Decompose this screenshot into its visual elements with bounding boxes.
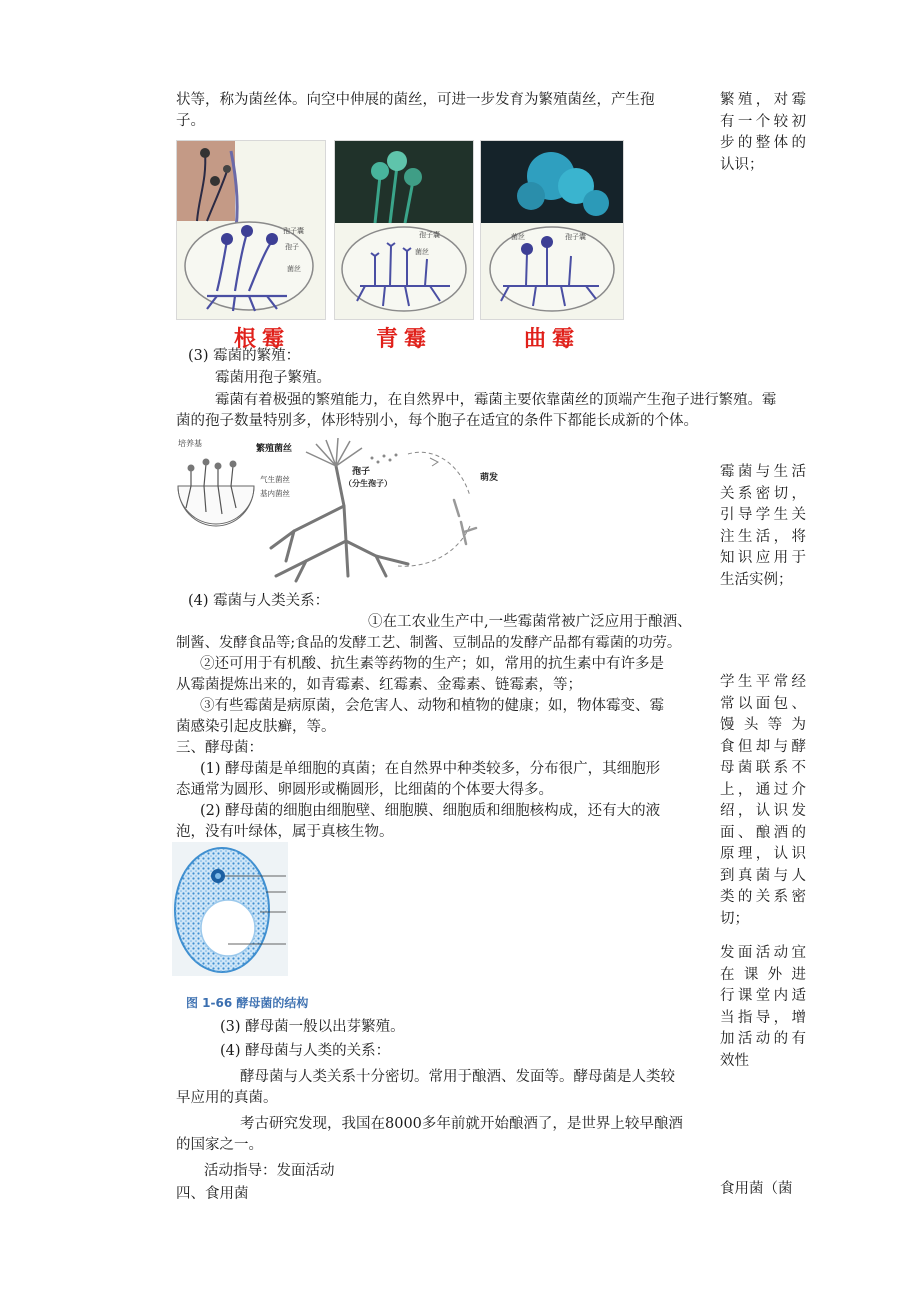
yeast-cell-figure [172,842,288,976]
text-line: ①在工农业生产中,一些霉菌常被广泛应用于酿酒、 [368,614,692,630]
side-note-2 [720,462,806,591]
text-line: 霉菌用孢子繁殖。 [215,370,331,386]
side-note-line: 生活实例； [720,571,793,588]
side-note-line: 上，通过介 [720,781,806,798]
text-line: (2) 酵母菌的细胞由细胞壁、细胞膜、细胞质和细胞核构成，还有大的液 [200,803,661,819]
text-line: 状等，称为菌丝体。向空中伸展的菌丝，可进一步发育为繁殖菌丝，产生孢 [176,92,655,108]
diagram-label: 繁殖菌丝 [256,444,293,454]
aspergillus-label: 曲霉 [524,327,581,352]
side-note-line: 引导学生关 [720,507,806,523]
diagram-label: 萌发 [480,473,499,483]
side-note-line: 效性 [720,1052,749,1069]
diagram-label: 培养基 [178,439,202,448]
text-line: 活动指导：发面活动 [204,1163,335,1179]
side-note-line: 繁殖，对霉 [720,92,806,108]
text-line: 酵母菌与人类关系十分密切。常用于酿酒、发面等。酵母菌是人类较 [240,1069,675,1085]
diagram-label: 基内菌丝 [260,489,290,498]
diagram-label: 气生菌丝 [260,475,290,484]
side-note-1 [720,90,806,176]
text-line: ②还可用于有机酸、抗生素等药物的生产；如，常用的抗生素中有许多是 [200,656,664,672]
side-note-line: 知识应用于 [720,550,806,566]
text-line: (3) 酵母菌一般以出芽繁殖。 [220,1019,405,1035]
diagram-label: （分生孢子） [344,479,392,488]
text-line: 子。 [176,113,205,129]
text-line: 霉菌有着极强的繁殖能力，在自然界中，霉菌主要依靠菌丝的顶端产生孢子进行繁殖。霉 [215,392,777,408]
side-note-line: 加活动的有 [720,1031,806,1047]
side-note-line: 切； [720,910,749,927]
side-note-line: 发面活动宜 [720,945,806,961]
diagram-label: 菌丝 [511,233,525,241]
side-note-line: 注生活，将 [720,528,806,545]
diagram-label: 孢子囊 [283,227,304,235]
text-line: ③有些霉菌是病原菌，会危害人、动物和植物的健康；如，物体霉变、霉 [200,698,664,714]
section-heading: (3) 霉菌的繁殖： [188,348,301,364]
side-note-5: 食用菌（菌 [720,1181,793,1197]
side-note-line: 学生平常经 [720,674,806,690]
diagram-label: 菌丝 [287,265,301,273]
text-line: 菌的孢子数量特别多，体形特别小，每个胞子在适宜的条件下都能长成新的个体。 [176,413,698,429]
side-note-line: 行课堂内适 [720,988,806,1004]
side-note-line: 到真菌与人 [720,867,806,884]
diagram-label: 孢子 [285,243,299,251]
side-note-line: 关系密切， [720,485,806,502]
penicillium-photo [334,140,474,320]
side-note-line: 认识； [720,156,764,173]
side-note-line: 在课外进 [720,966,806,983]
side-note-line: 步的整体的 [720,135,806,151]
text-line: 早应用的真菌。 [176,1090,278,1106]
text-line: (1) 酵母菌是单细胞的真菌；在自然界中种类较多，分布很广，其细胞形 [200,761,661,777]
aspergillus-photo [480,140,624,320]
side-note-line: 类的关系密 [720,889,806,905]
side-note-line: 常以面包、 [720,695,806,712]
side-note-line: 霉菌与生活 [720,464,806,480]
section-heading: 四、食用菌 [176,1186,249,1202]
rhizopus-label: 根霉 [234,327,291,352]
penicillium-label: 青霉 [376,327,433,352]
figure-caption: 图 1-66 酵母菌的结构 [186,996,309,1010]
section-heading: (4) 酵母菌与人类的关系： [220,1043,391,1059]
side-note-line: 食但却与酵 [720,738,806,755]
section-heading: 三、酵母菌： [176,740,263,756]
side-note-line: 有一个较初 [720,113,806,130]
diagram-label: 菌丝 [415,248,429,256]
side-note-line: 绍，认识发 [720,803,806,819]
side-note-4 [720,943,806,1072]
side-note-line: 原理，认识 [720,846,806,862]
rhizopus-photo [176,140,326,320]
text-line: 泡，没有叶绿体，属于真核生物。 [176,824,394,840]
diagram-label: 孢子囊 [419,231,440,239]
side-note-3 [720,672,806,930]
mold-reproduction-diagram [176,436,506,586]
text-line: 制酱、发酵食品等;食品的发酵工艺、制酱、豆制品的发酵产品都有霉菌的功劳。 [176,635,682,651]
text-line: 从霉菌提炼出来的，如青霉素、红霉素、金霉素、链霉素，等； [176,677,582,693]
text-line: 的国家之一。 [176,1137,263,1153]
text-line: 考古研究发现，我国在8000多年前就开始酿酒了，是世界上较早酿酒 [240,1116,683,1132]
section-heading: (4) 霉菌与人类关系： [188,593,330,609]
diagram-label: 孢子囊 [565,233,586,241]
diagram-label: 孢子 [352,467,371,477]
text-line: 菌感染引起皮肤癣，等。 [176,719,336,735]
side-note-line: 当指导，增 [720,1009,806,1026]
side-note-line: 母菌联系不 [720,760,806,776]
text-line: 态通常为圆形、卵圆形或椭圆形，比细菌的个体要大得多。 [176,782,553,798]
side-note-line: 面、酿酒的 [720,824,806,841]
side-note-line: 馒头等为 [720,717,806,733]
